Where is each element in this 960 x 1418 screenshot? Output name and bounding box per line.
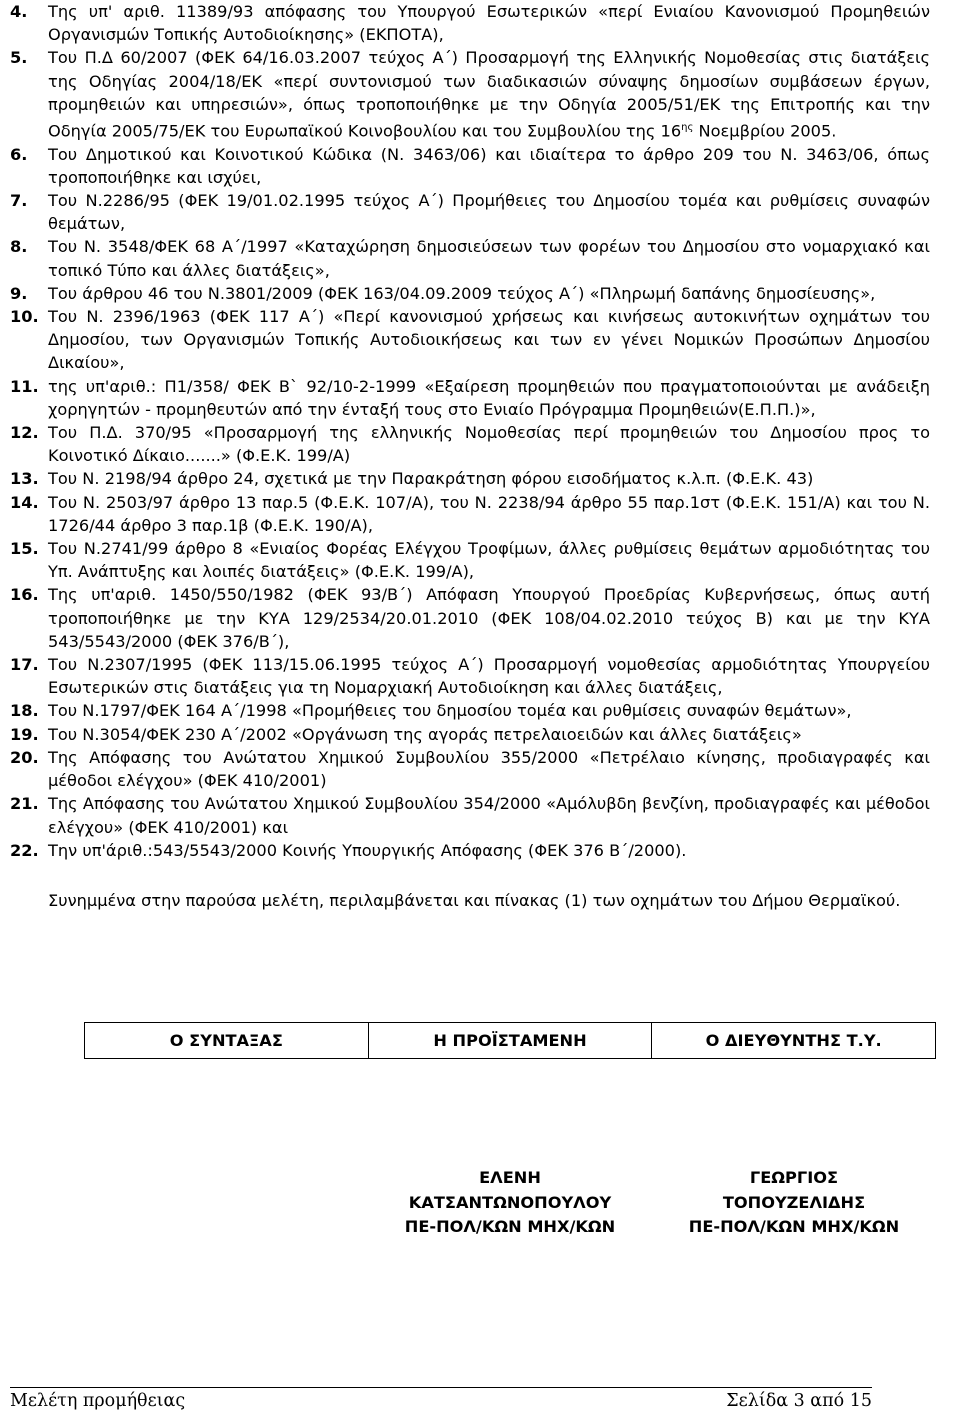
signature-director — [652, 1166, 936, 1240]
signer-title: ΠΕ-ΠΟΛ/ΚΩΝ ΜΗΧ/ΚΩΝ — [688, 1217, 900, 1236]
superscript: ης — [681, 122, 694, 134]
list-item: 14. Του Ν. 2503/97 άρθρο 13 παρ.5 (Φ.Ε.Κ. 107/Α), του Ν. 2238/94 άρθρο 55 παρ.1στ (Φ.Ε.Κ. 151/Α) και του Ν. 1726/44 άρθρο 3 παρ.1β (Φ.Ε.Κ. 190/Α), — [10, 492, 930, 535]
list-item: 10. Του Ν. 2396/1963 (ΦΕΚ 117 Α΄) «Περί κανονισμού χρήσεως και κινήσεως αυτοκινήτων οχημάτων του Δημοσίου, των Οργανισμών Τοπικής Αυτοδιοικήσεως και των εν γένει Νομικών Προσώπων Δημοσίου Δικαίου», — [10, 307, 930, 373]
list-item: 13. Του Ν. 2198/94 άρθρο 24, σχετικά με την Παρακράτηση φόρου εισοδήματος κ.λ.π. (Φ.Ε.Κ. 43) — [10, 469, 814, 489]
signer-title: ΠΕ-ΠΟΛ/ΚΩΝ ΜΗΧ/ΚΩΝ — [404, 1217, 616, 1236]
signer-last-name: ΤΟΠΟΥΖΕΛΙΔΗΣ — [722, 1192, 866, 1212]
legal-references-list — [10, 0, 930, 862]
signer-last-name: ΚΑΤΣΑΝΤΩΝΟΠΟΥΛΟΥ — [408, 1192, 612, 1212]
list-item: 21. Της Απόφασης του Ανώτατου Χημικού Συμβουλίου 354/2000 «Αμόλυβδη βενζίνη, προδιαγραφές και μέθοδοι ελέγχου» (ΦΕΚ 410/2001) και — [10, 794, 930, 837]
list-item: 7. Του Ν.2286/95 (ΦΕΚ 19/01.02.1995 τεύχος Α΄) Προμήθειες του Δημοσίου τομέα και ρυθμίσεις συναφών θεμάτων, — [10, 191, 930, 234]
signature-names — [84, 1166, 936, 1240]
list-item: 5. Του Π.Δ 60/2007 (ΦΕΚ 64/16.03.2007 τεύχος Α΄) Προσαρμογή της Ελληνικής Νομοθεσίας στις διατάξεις της Οδηγίας 2004/18/ΕΚ «περί συντονισμού των διαδικασιών σύναψης δημοσίων συμβάσεων έργων, προμηθειών και υπηρεσιών», όπως τροποποιήθηκε με την Οδηγία 2005/51/ΕΚ της Επιτροπής και την Οδηγία 2005/75/ΕΚ του Ευρωπαϊκού Κοινοβουλίου και του Συμβουλίου της $16^{\eta\varsigma}$ Νοεμβρίου 2005. — [10, 48, 930, 141]
list-item: 17. Του Ν.2307/1995 (ΦΕΚ 113/15.06.1995 τεύχος Α΄) Προσαρμογή νομοθεσίας αρμοδιότητας Υπουργείου Εσωτερικών στις διατάξεις για τη Νομαρχιακή Αυτοδιοίκηση και άλλες διατάξεις, — [10, 655, 930, 698]
page-footer — [10, 1390, 872, 1412]
signature-head — [368, 1166, 652, 1240]
list-item: 4. Της υπ' αριθ. 11389/93 απόφασης του Υπουργού Εσωτερικών «περί Ενιαίου Κανονισμού Προμηθειών Οργανισμών Τοπικής Αυτοδιοίκησης» (ΕΚΠΟΤΑ), — [10, 2, 930, 45]
role-director: Ο ΔΙΕΥΘΥΝΤΗΣ Τ.Υ. — [652, 1023, 936, 1059]
list-item: 12. Του Π.Δ. 370/95 «Προσαρμογή της ελληνικής Νομοθεσίας περί προμηθειών του Δημοσίου προς το Κοινοτικό Δίκαιο.......» (Φ.Ε.Κ. 199/Α) — [10, 423, 930, 466]
list-item: 19. Του Ν.3054/ΦΕΚ 230 Α΄/2002 «Οργάνωση της αγοράς πετρελαιοειδών και άλλες διατάξεις» — [10, 724, 802, 744]
footer-doc-title: Μελέτη προμήθειας — [10, 1391, 186, 1411]
attached-note: Συνημμένα στην παρούσα μελέτη, περιλαμβάνεται και πίνακας (1) των οχημάτων του Δήμου Θερμαϊκού. — [48, 891, 901, 910]
list-item: 8. Του Ν. 3548/ΦΕΚ 68 Α΄/1997 «Καταχώρηση δημοσιεύσεων των φορέων του Δημοσίου στο νομαρχιακό και τοπικό Τύπο και άλλες διατάξεις», — [10, 237, 930, 280]
signer-first-name: ΓΕΩΡΓΙΟΣ — [749, 1168, 839, 1187]
table-row — [85, 1023, 936, 1059]
list-item: 16. Της υπ'αριθ. 1450/550/1982 (ΦΕΚ 93/Β΄) Απόφαση Υπουργού Προεδρίας Κυβερνήσεως, όπως αυτή τροποποιήθηκε με την ΚΥΑ 129/2534/20.01.2010 (ΦΕΚ 108/04.02.2010 τεύχος Β) και με την ΚΥΑ 543/5543/2000 (ΦΕΚ 376/Β΄), — [10, 585, 930, 651]
signature-author — [84, 1166, 368, 1240]
signature-roles-table — [84, 1022, 936, 1059]
list-item: 20. Της Απόφασης του Ανώτατου Χημικού Συμβουλίου 355/2000 «Πετρέλαιο κίνησης, προδιαγραφές και μέθοδοι ελέγχου» (ΦΕΚ 410/2001) — [10, 747, 930, 791]
signer-first-name: ΕΛΕΝΗ — [479, 1168, 541, 1187]
role-author: Ο ΣΥΝΤΑΞΑΣ — [85, 1023, 369, 1059]
role-head: Η ΠΡΟΪΣΤΑΜΕΝΗ — [368, 1023, 652, 1059]
list-item: 15. Του Ν.2741/99 άρθρο 8 «Ενιαίος Φορέας Ελέγχου Τροφίμων, άλλες ρυθμίσεις θεμάτων αρμοδιότητας του Υπ. Ανάπτυξης και λοιπές διατάξεις» (Φ.Ε.Κ. 199/Α), — [10, 539, 930, 582]
list-item: 9. Του άρθρου 46 του Ν.3801/2009 (ΦΕΚ 163/04.09.2009 τεύχος Α΄) «Πληρωμή δαπάνης δημοσίευσης», — [10, 283, 876, 303]
list-item: 22. Την υπ'άριθ.:543/5543/2000 Κοινής Υπουργικής Απόφασης (ΦΕΚ 376 Β΄/2000). — [10, 840, 687, 860]
footer-rule — [10, 1387, 872, 1388]
list-item: 18. Του Ν.1797/ΦΕΚ 164 Α΄/1998 «Προμήθειες του δημοσίου τομέα και ρυθμίσεις συναφών θεμάτων», — [10, 701, 852, 721]
list-item: 11. της υπ'αριθ.: Π1/358/ ΦΕΚ Β` 92/10-2-1999 «Εξαίρεση προμηθειών που πραγματοποιούνται με ανάδειξη χορηγητών - προμηθευτών από την ένταξή τους στο Ενιαίο Πρόγραμμα Προμηθειών(Ε.Π.Π.)», — [10, 376, 930, 419]
footer-page-number: Σελίδα 3 από 15 — [726, 1391, 872, 1411]
list-item: 6. Του Δημοτικού και Κοινοτικού Κώδικα (Ν. 3463/06) και ιδιαίτερα το άρθρο 209 του Ν. 3463/06, όπως τροποποιήθηκε και ισχύει, — [10, 144, 930, 187]
